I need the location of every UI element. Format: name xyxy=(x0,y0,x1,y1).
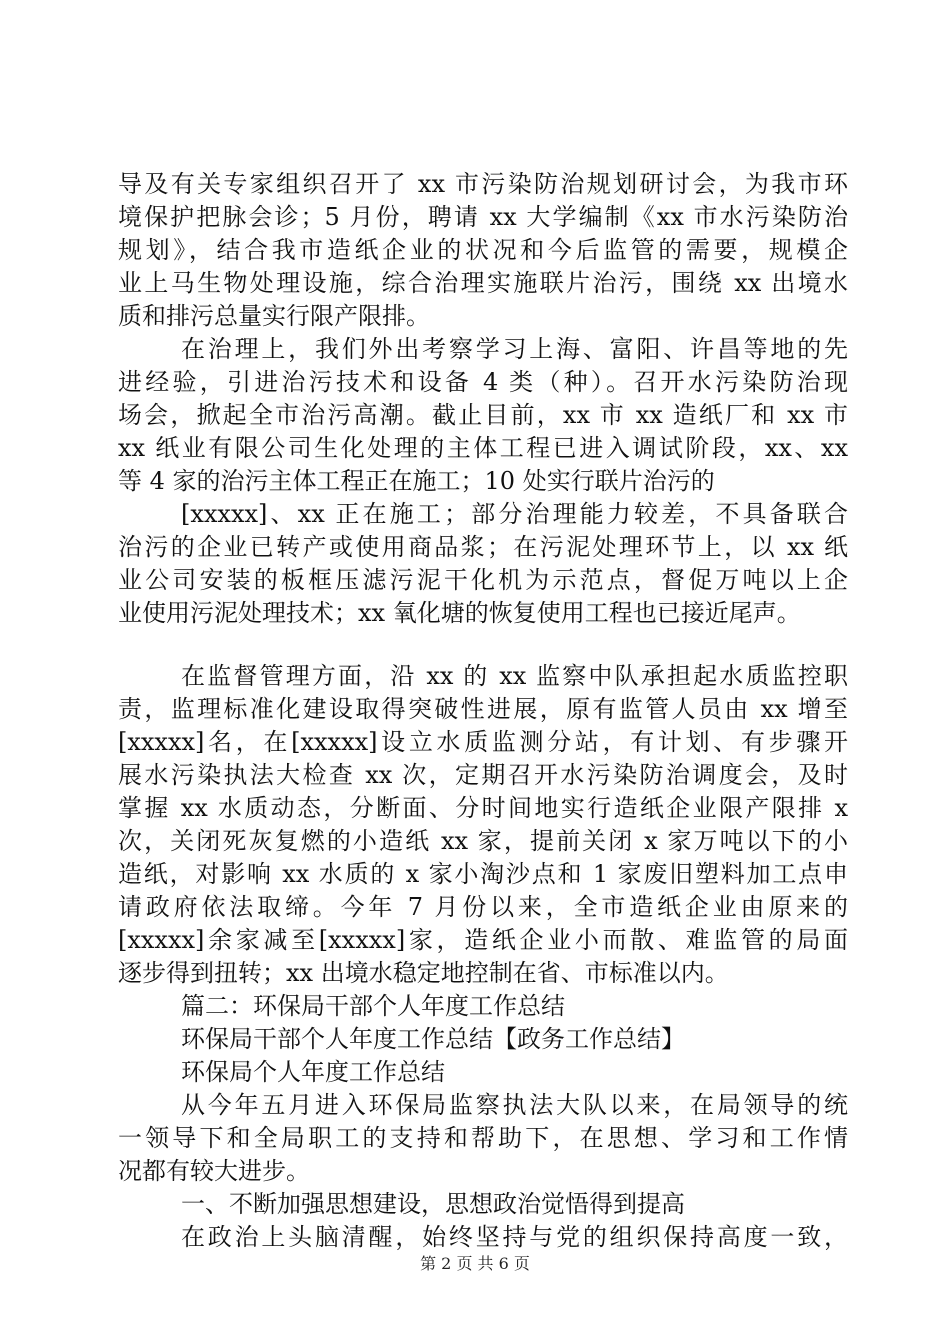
text-line: 规划》，结合我市造纸企业的状况和今后监管的需要，规模企 xyxy=(118,236,848,264)
text-line: 进经验，引进治污技术和设备 4 类（种）。召开水污染防治现 xyxy=(118,368,848,396)
text-line: 质和排污总量实行限产限排。 xyxy=(118,302,430,330)
text-line: 治污的企业已转产或使用商品浆；在污泥处理环节上，以 xx 纸 xyxy=(118,533,848,561)
text-line: 展水污染执法大检查 xx 次，定期召开水污染防治调度会，及时 xyxy=(118,761,848,789)
text-line: 掌握 xx 水质动态，分断面、分时间地实行造纸企业限产限排 x xyxy=(118,794,848,822)
document-body xyxy=(118,168,848,1254)
text-line: [xxxxx]、xx 正在施工；部分治理能力较差，不具备联合 xyxy=(181,500,848,528)
text-line: 业上马生物处理设施，综合治理实施联片治污，围绕 xx 出境水 xyxy=(118,269,848,297)
text-line: 在政治上头脑清醒，始终坚持与党的组织保持高度一致， xyxy=(181,1223,848,1251)
text-line: [xxxxx]余家减至[xxxxx]家，造纸企业小而散、难监管的局面 xyxy=(118,926,848,954)
text-line: 况都有较大进步。 xyxy=(118,1157,310,1185)
text-line: 造纸，对影响 xx 水质的 x 家小淘沙点和 1 家废旧塑料加工点申 xyxy=(118,860,848,888)
section-heading: 篇二：环保局干部个人年度工作总结 xyxy=(181,992,565,1020)
text-line: 导及有关专家组织召开了 xx 市污染防治规划研讨会，为我市环 xyxy=(118,170,848,198)
text-line: 业公司安装的板框压滤污泥干化机为示范点，督促万吨以上企 xyxy=(118,566,848,594)
text-line: 场会，掀起全市治污高潮。截止目前，xx 市 xx 造纸厂和 xx 市 xyxy=(118,401,848,429)
text-line: 责，监理标准化建设取得突破性进展，原有监管人员由 xx 增至 xyxy=(118,695,848,723)
text-line: 境保护把脉会诊；5 月份，聘请 xx 大学编制《xx 市水污染防治 xyxy=(118,203,848,231)
page-number-footer: 第 2 页 共 6 页 xyxy=(420,1254,530,1273)
paragraph-gap xyxy=(118,630,848,660)
text-line: 在监督管理方面，沿 xx 的 xx 监察中队承担起水质监控职 xyxy=(181,662,848,690)
text-line: 次，关闭死灰复燃的小造纸 xx 家，提前关闭 x 家万吨以下的小 xyxy=(118,827,848,855)
text-line: 在治理上，我们外出考察学习上海、富阳、许昌等地的先 xyxy=(181,335,848,363)
section-heading: 环保局干部个人年度工作总结【政务工作总结】 xyxy=(181,1025,685,1053)
section-heading: 一、不断加强思想建设，思想政治觉悟得到提高 xyxy=(181,1190,685,1218)
text-line: 从今年五月进入环保局监察执法大队以来，在局领导的统 xyxy=(181,1091,848,1119)
text-line: 一领导下和全局职工的支持和帮助下，在思想、学习和工作情 xyxy=(118,1124,848,1152)
section-heading: 环保局个人年度工作总结 xyxy=(181,1058,445,1086)
text-line: 业使用污泥处理技术；xx 氧化塘的恢复使用工程也已接近尾声。 xyxy=(118,599,801,627)
text-line: xx 纸业有限公司生化处理的主体工程已进入调试阶段，xx、xx xyxy=(118,434,848,462)
text-line: 逐步得到扭转；xx 出境水稳定地控制在省、市标准以内。 xyxy=(118,959,729,987)
text-line: 请政府依法取缔。今年 7 月份以来，全市造纸企业由原来的 xyxy=(118,893,848,921)
text-line: 等 4 家的治污主体工程正在施工；10 处实行联片治污的 xyxy=(118,467,715,495)
text-line: [xxxxx]名，在[xxxxx]设立水质监测分站，有计划、有步骤开 xyxy=(118,728,848,756)
